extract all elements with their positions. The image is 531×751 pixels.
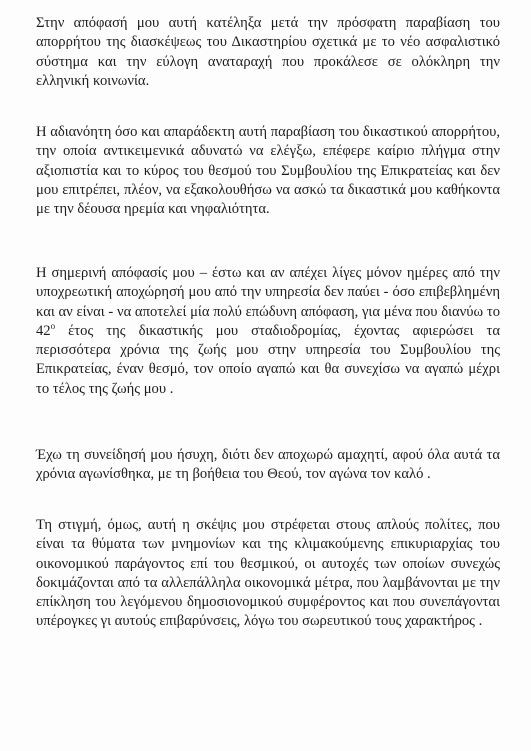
paragraph-1: Στην απόφασή μου αυτή κατέληξα μετά την πρόσφατη παραβίαση του απορρήτου της διασκέψεως του Δικαστηρίου σχετικά με το νέο ασφαλιστικό σύστημα και την εύλογη αναταραχή που προκάλεσε σε ολόκληρη την ελληνική κοινωνία.: [36, 15, 500, 89]
paragraph-2: Η αδιανόητη όσο και απαράδεκτη αυτή παραβίαση του δικαστικού απορρήτου, την οποία αντικειμενικά αδυνατώ να ελέγξω, επέφερε καίριο πλήγμα στην αξιοπιστία και το κύρος του θεσμού του Συμβουλίου της Επικρατείας και δεν μου επιτρέπει, πλέον, να εξακολουθήσω να ασκώ τα δικαστικά μου καθήκοντα με την δέουσα ηρεμία και νηφαλιότητα.: [36, 124, 500, 218]
paragraph-4: Έχω τη συνείδησή μου ήσυχη, διότι δεν αποχωρώ αμαχητί, αφού όλα αυτά τα χρόνια αγωνίσθηκα, με τη βοήθεια του Θεού, τον αγώνα τον καλό .: [36, 447, 500, 483]
paragraph-3: Η σημερινή απόφασίς μου – έστω και αν απέχει λίγες μόνον ημέρες από την υποχρεωτική αποχώρησή μου από την υπηρεσία δεν παύει - όσο επιβεβλημένη και αν είναι - να αποτελεί μία πολύ επώδυνη απόφαση, για μένα που διανύω το $42^o$ έτος της δικαστικής μου σταδιοδρομίας, έχοντας αφιερώσει τα περισσότερα χρόνια της ζωής μου στην υπηρεσία του Συμβουλίου της Επικρατείας, έναν θεσμό, τον οποίο αγαπώ και θα συνεχίσω να αγαπώ μέχρι το τέλος της ζωής μου .: [36, 265, 500, 397]
paragraph-5: Τη στιγμή, όμως, αυτή η σκέψις μου στρέφεται στους απλούς πολίτες, που είναι τα θύματα των μνημονίων και της κλιμακούμενης επικυριαρχίας του οικονομικού παράγοντος επί του θεσμικού, οι αυτοχές των οποίων συνεχώς δοκιμάζονται από τα αλλεπάλληλα οικονομικά μέτρα, που λαμβάνονται με την επίκληση του λεγόμενου δημοσιονομικού συμφέροντος και που συνεπάγονται υπέρογκες γι αυτούς επιβαρύνσεις, λόγω του σωρευτικού τους χαρακτήρος .: [36, 517, 500, 630]
